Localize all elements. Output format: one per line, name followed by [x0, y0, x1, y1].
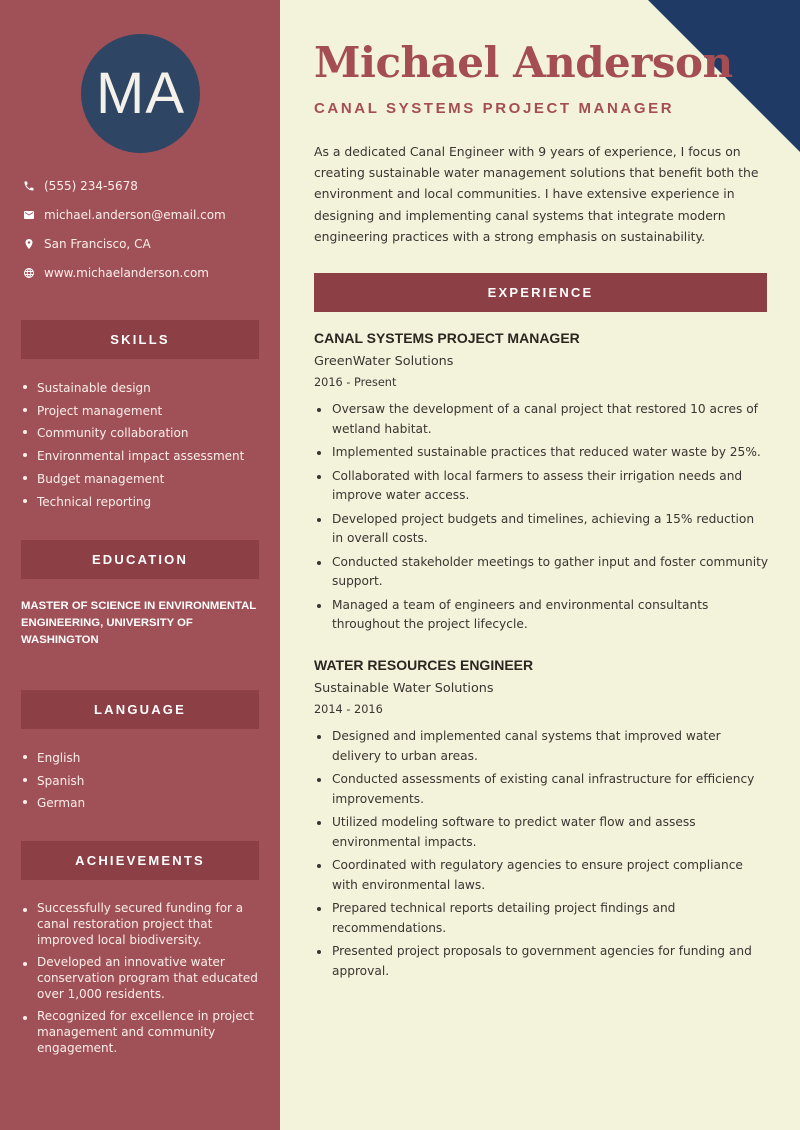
phone-text: (555) 234-5678: [44, 179, 138, 193]
contact-website: [22, 266, 272, 280]
achievements-list: [22, 900, 260, 1056]
skill-item: Budget management: [22, 468, 267, 491]
achievement-item: Successfully secured funding for a canal restoration project that improved local biodiversity.: [22, 900, 260, 948]
job-company: Sustainable Water Solutions: [314, 681, 494, 696]
language-list: [22, 747, 267, 815]
skill-item: Community collaboration: [22, 422, 267, 445]
globe-icon: [22, 267, 35, 280]
phone-icon: [22, 180, 35, 193]
skills-heading: SKILLS: [21, 320, 259, 359]
job-bullet: Designed and implemented canal systems that improved water delivery to urban areas.: [314, 727, 769, 766]
achievements-heading: ACHIEVEMENTS: [21, 841, 259, 880]
job-bullet: Utilized modeling software to predict water flow and assess environmental impacts.: [314, 813, 769, 852]
language-item: German: [22, 792, 267, 815]
job-title: WATER RESOURCES ENGINEER: [314, 657, 534, 673]
job-bullet: Collaborated with local farmers to assess their irrigation needs and improve water access.: [314, 467, 769, 506]
job-bullet: Prepared technical reports detailing project findings and recommendations.: [314, 899, 769, 938]
job-bullets: [314, 727, 769, 985]
skills-list: [22, 377, 267, 513]
job-bullet: Oversaw the development of a canal project that restored 10 acres of wetland habitat.: [314, 400, 769, 439]
website-text: www.michaelanderson.com: [44, 266, 209, 280]
skill-item: Technical reporting: [22, 491, 267, 514]
contact-location: [22, 237, 272, 251]
job-bullet: Coordinated with regulatory agencies to ensure project compliance with environmental laws.: [314, 856, 769, 895]
job-title: CANAL SYSTEMS PROJECT MANAGER: [314, 330, 580, 346]
email-icon: [22, 209, 35, 222]
education-degree: MASTER OF SCIENCE IN ENVIRONMENTAL ENGINEERING, UNIVERSITY OF WASHINGTON: [21, 600, 256, 646]
achievement-item: Developed an innovative water conservation program that educated over 1,000 residents.: [22, 954, 260, 1002]
avatar-initials: MA: [96, 61, 185, 126]
contact-phone: [22, 179, 272, 193]
language-item: English: [22, 747, 267, 770]
email-text: michael.anderson@email.com: [44, 208, 226, 222]
experience-heading: EXPERIENCE: [314, 273, 767, 312]
job-bullets: [314, 400, 769, 639]
job-dates: 2016 - Present: [314, 376, 397, 389]
job-dates: 2014 - 2016: [314, 703, 383, 716]
candidate-name: Michael Anderson: [314, 38, 733, 87]
skill-item: Environmental impact assessment: [22, 445, 267, 468]
job-bullet: Managed a team of engineers and environmental consultants throughout the project lifecycle.: [314, 596, 769, 635]
job-company: GreenWater Solutions: [314, 354, 454, 369]
location-text: San Francisco, CA: [44, 237, 151, 251]
avatar: [81, 34, 200, 153]
language-item: Spanish: [22, 770, 267, 793]
location-pin-icon: [22, 238, 35, 251]
profile-summary: As a dedicated Canal Engineer with 9 years of experience, I focus on creating sustainable water management solutions that benefit both the environment and local communities. I have extensive experience in designing and implementing canal systems that integrate modern engineering practices with a strong emphasis on sustainability.: [314, 144, 759, 244]
job-bullet: Conducted stakeholder meetings to gather input and foster community support.: [314, 553, 769, 592]
sidebar: [0, 0, 280, 1130]
skill-item: Sustainable design: [22, 377, 267, 400]
education-heading: EDUCATION: [21, 540, 259, 579]
skill-item: Project management: [22, 400, 267, 423]
contact-email: [22, 208, 272, 222]
job-bullet: Presented project proposals to government agencies for funding and approval.: [314, 942, 769, 981]
job-bullet: Conducted assessments of existing canal infrastructure for efficiency improvements.: [314, 770, 769, 809]
achievement-item: Recognized for excellence in project management and community engagement.: [22, 1008, 260, 1056]
job-bullet: Developed project budgets and timelines, achieving a 15% reduction in overall costs.: [314, 510, 769, 549]
candidate-title: CANAL SYSTEMS PROJECT MANAGER: [314, 100, 675, 117]
language-heading: LANGUAGE: [21, 690, 259, 729]
job-bullet: Implemented sustainable practices that reduced water waste by 25%.: [314, 443, 769, 463]
